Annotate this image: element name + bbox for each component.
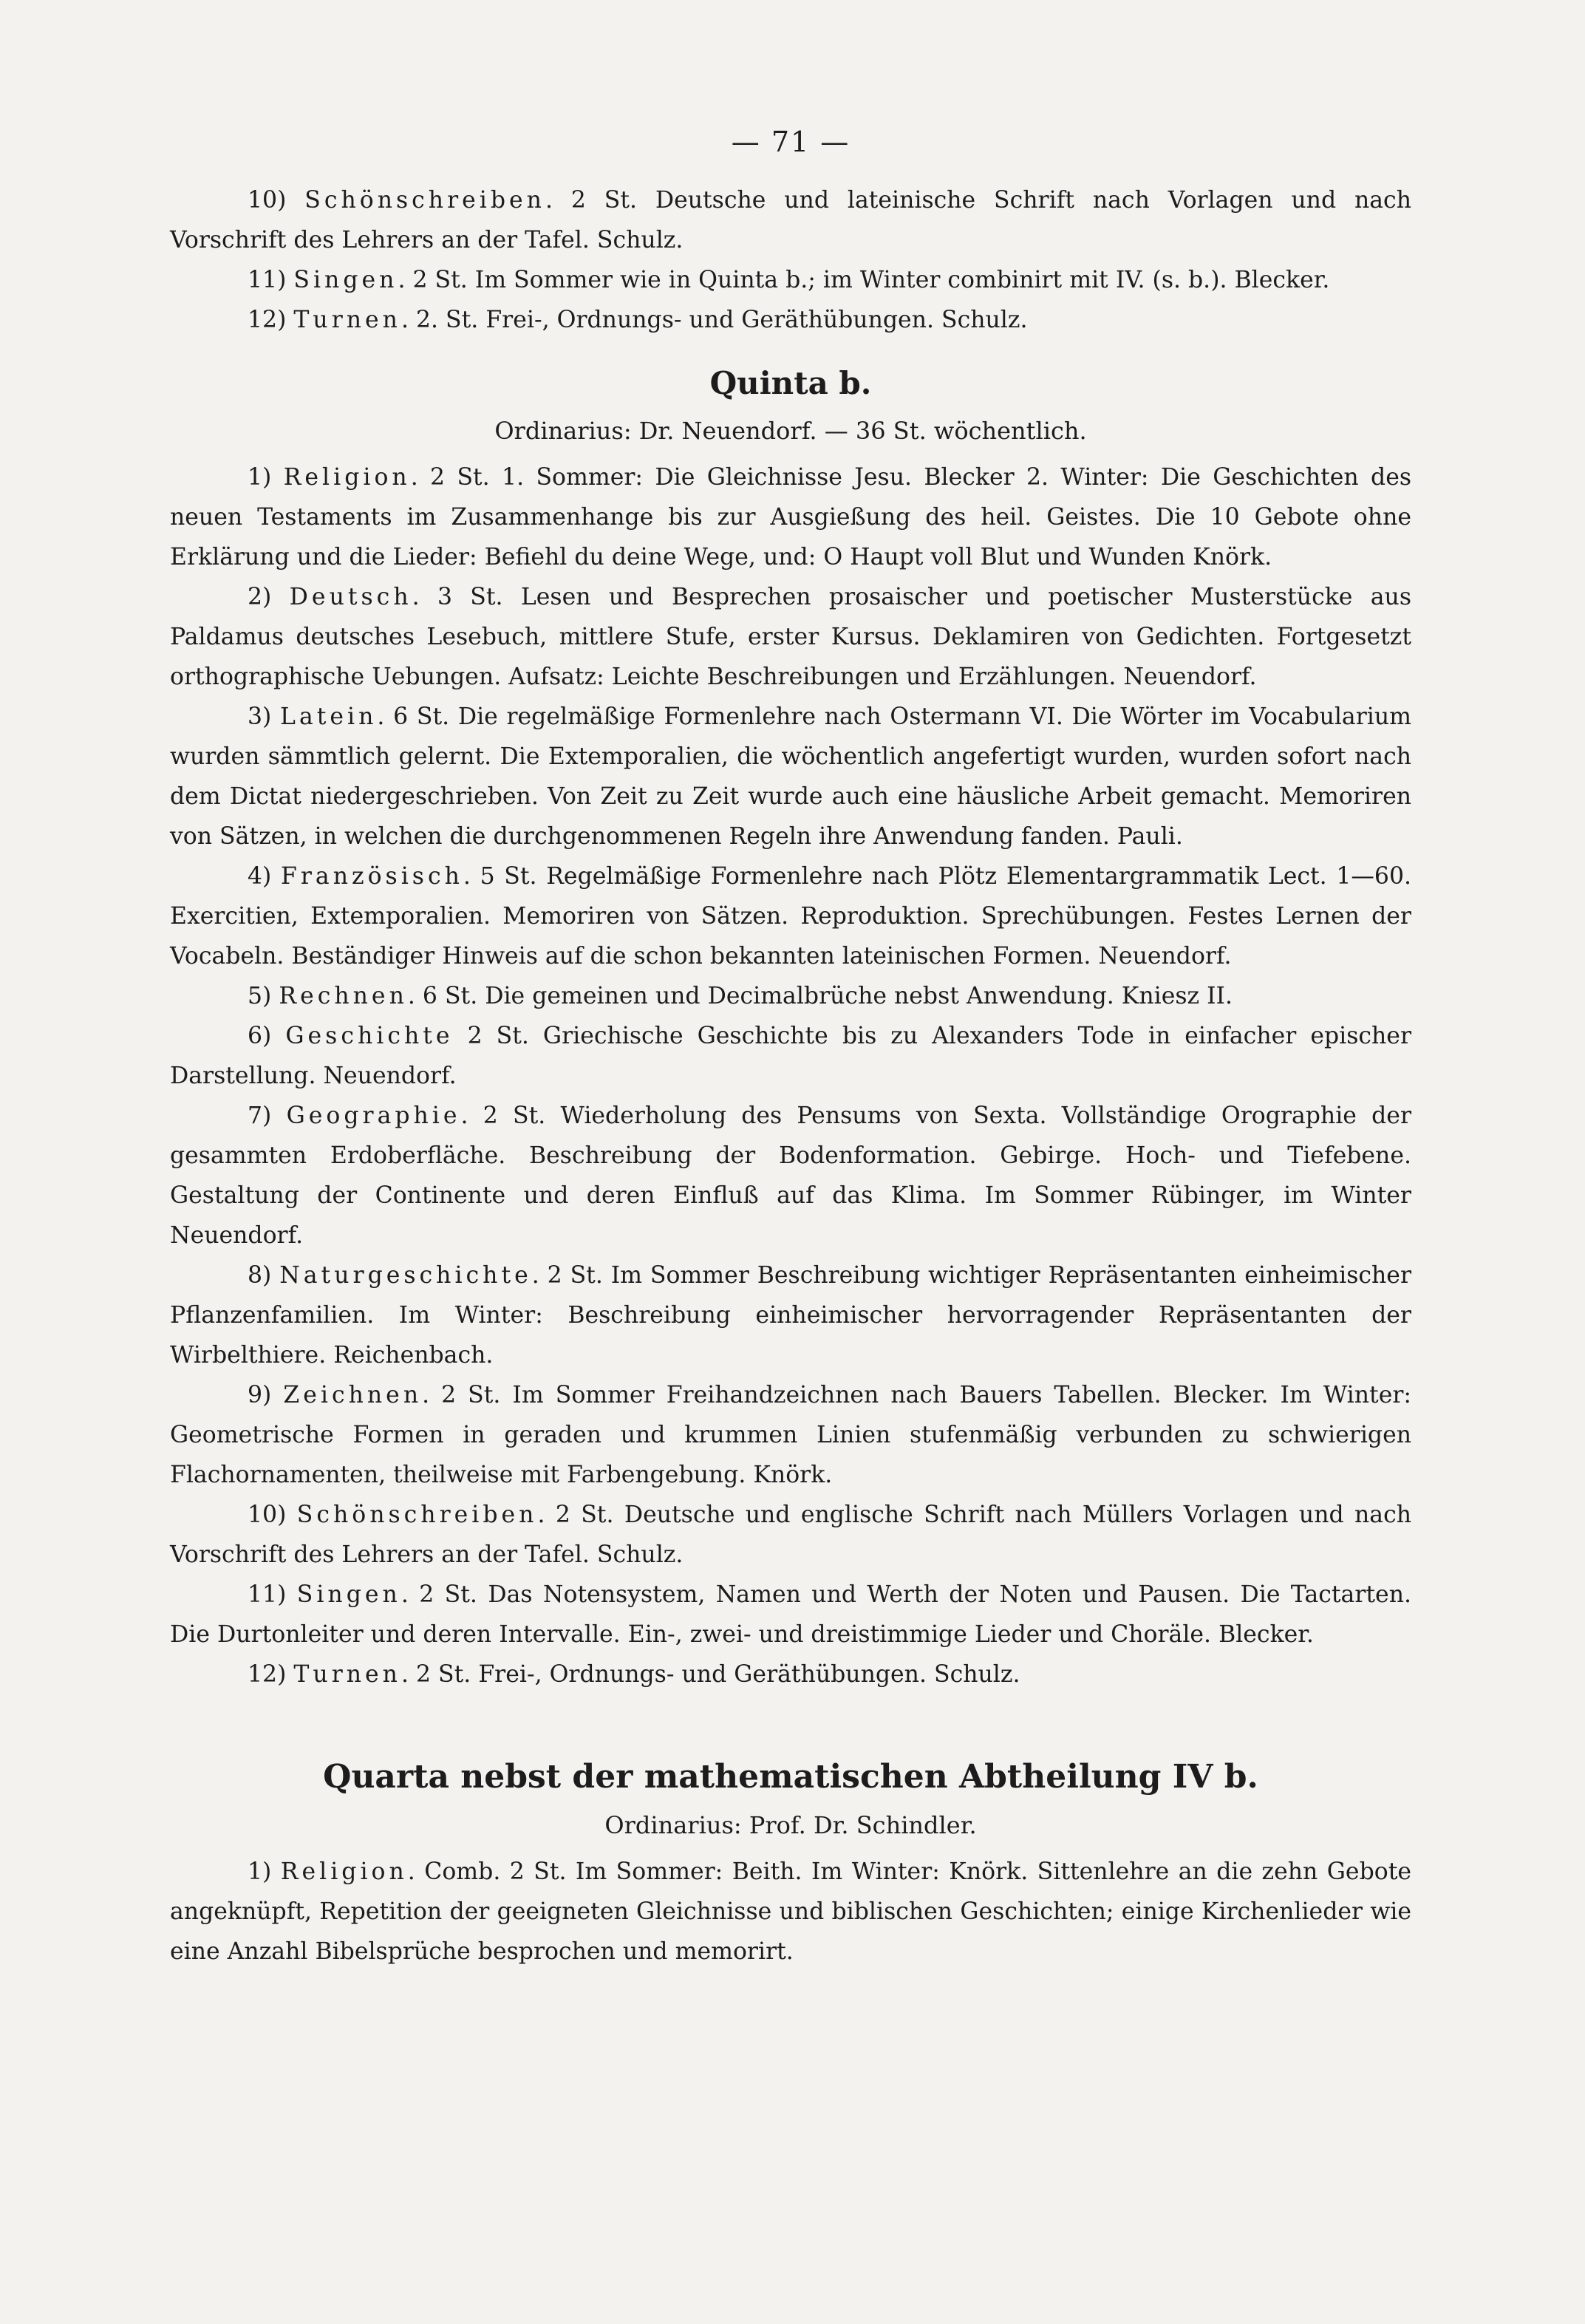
quinta-item: 10) Schönschreiben. 2 St. Deutsche und englische Schrift nach Müllers Vorlagen und nach Vorschrift des Lehrers an der Tafel. Schulz. — [170, 1502, 1411, 1568]
ordinarius-quinta: Ordinarius: Dr. Neuendorf. — 36 St. wöchentlich. — [494, 417, 1087, 445]
quinta-item: 5) Rechnen. 6 St. Die gemeinen und Decimalbrüche nebst Anwendung. Kniesz II. — [248, 983, 1233, 1009]
quinta-item: 9) Zeichnen. 2 St. Im Sommer Freihandzeichnen nach Bauers Tabellen. Blecker. Im Winter: Geometrische Formen in geraden und krummen Linien stufenmäßig verbunden zu schwierigen Flachornamenten, theilweise mit Farbengebung. Knörk. — [170, 1382, 1412, 1488]
section-heading-quinta: Quinta b. — [709, 365, 872, 401]
ordinarius-quarta: Ordinarius: Prof. Dr. Schindler. — [604, 1811, 977, 1839]
quinta-item: 2) Deutsch. 3 St. Lesen und Besprechen prosaischer und poetischer Musterstücke aus Paldamus deutsches Lesebuch, mittlere Stufe, erster Kursus. Deklamiren von Gedichten. Fortgesetzt orthographische Uebungen. Aufsatz: Leichte Beschreibungen und Erzählungen. Neuendorf. — [170, 584, 1411, 690]
quinta-item: 11) Singen. 2 St. Das Notensystem, Namen und Werth der Noten und Pausen. Die Tactarten. Die Durtonleiter und deren Intervalle. Ein-, zwei- und dreistimmige Lieder und Choräle. Blecker. — [170, 1581, 1411, 1648]
section-heading-quarta: Quarta nebst der mathematischen Abtheilung IV b. — [323, 1758, 1258, 1796]
quinta-item: 12) Turnen. 2 St. Frei-, Ordnungs- und Geräthübungen. Schulz. — [248, 1661, 1020, 1688]
page-number: — 71 — — [731, 126, 851, 158]
top-item-10: 10) Schönschreiben. 2 St. Deutsche und lateinische Schrift nach Vorlagen und nach Vorschrift des Lehrers an der Tafel. Schulz. — [170, 187, 1411, 253]
quinta-item: 8) Naturgeschichte. 2 St. Im Sommer Beschreibung wichtiger Repräsentanten einheimischer Pflanzenfamilien. Im Winter: Beschreibung einheimischer hervorragender Repräsentanten der Wirbelthiere. Reichenbach. — [170, 1262, 1411, 1369]
top-item-11: 11) Singen. 2 St. Im Sommer wie in Quinta b.; im Winter combinirt mit IV. (s. b.). Blecker. — [248, 267, 1330, 293]
quinta-item: 1) Religion. 2 St. 1. Sommer: Die Gleichnisse Jesu. Blecker 2. Winter: Die Geschichten des neuen Testaments im Zusammenhange bis zur Ausgießung des heil. Geistes. Die 10 Gebote ohne Erklärung und die Lieder: Befiehl du deine Wege, und: O Haupt voll Blut und Wunden Knörk. — [170, 464, 1412, 570]
quinta-item: 3) Latein. 6 St. Die regelmäßige Formenlehre nach Ostermann VI. Die Wörter im Vocabularium wurden sämmtlich gelernt. Die Extemporalien, die wöchentlich angefertigt wurden, wurden sofort nach dem Dictat niedergeschrieben. Von Zeit zu Zeit wurde auch eine häusliche Arbeit gemacht. Memoriren von Sätzen, in welchen die durchgenommenen Regeln ihre Anwendung fanden. Pauli. — [170, 703, 1412, 850]
quinta-item: 6) Geschichte 2 St. Griechische Geschichte bis zu Alexanders Tode in einfacher epischer Darstellung. Neuendorf. — [170, 1023, 1412, 1089]
top-item-12: 12) Turnen. 2. St. Frei-, Ordnungs- und Geräthübungen. Schulz. — [248, 307, 1028, 333]
document-page — [170, 126, 1411, 1972]
quinta-item: 4) Französisch. 5 St. Regelmäßige Formenlehre nach Plötz Elementargrammatik Lect. 1—60. Exercitien, Extemporalien. Memoriren von Sätzen. Reproduktion. Sprechübungen. Festes Lernen der Vocabeln. Beständiger Hinweis auf die schon bekannten lateinischen Formen. Neuendorf. — [170, 863, 1412, 970]
quarta-item: 1) Religion. Comb. 2 St. Im Sommer: Beith. Im Winter: Knörk. Sittenlehre an die zehn Gebote angeknüpft, Repetition der geeigneten Gleichnisse und biblischen Geschichten; einige Kirchenlieder wie eine Anzahl Bibelsprüche besprochen und memorirt. — [170, 1858, 1411, 1965]
quinta-item: 7) Geographie. 2 St. Wiederholung des Pensums von Sexta. Vollständige Orographie der gesammten Erdoberfläche. Beschreibung der Bodenformation. Gebirge. Hoch- und Tiefebene. Gestaltung der Continente und deren Einfluß auf das Klima. Im Sommer Rübinger, im Winter Neuendorf. — [170, 1103, 1412, 1249]
